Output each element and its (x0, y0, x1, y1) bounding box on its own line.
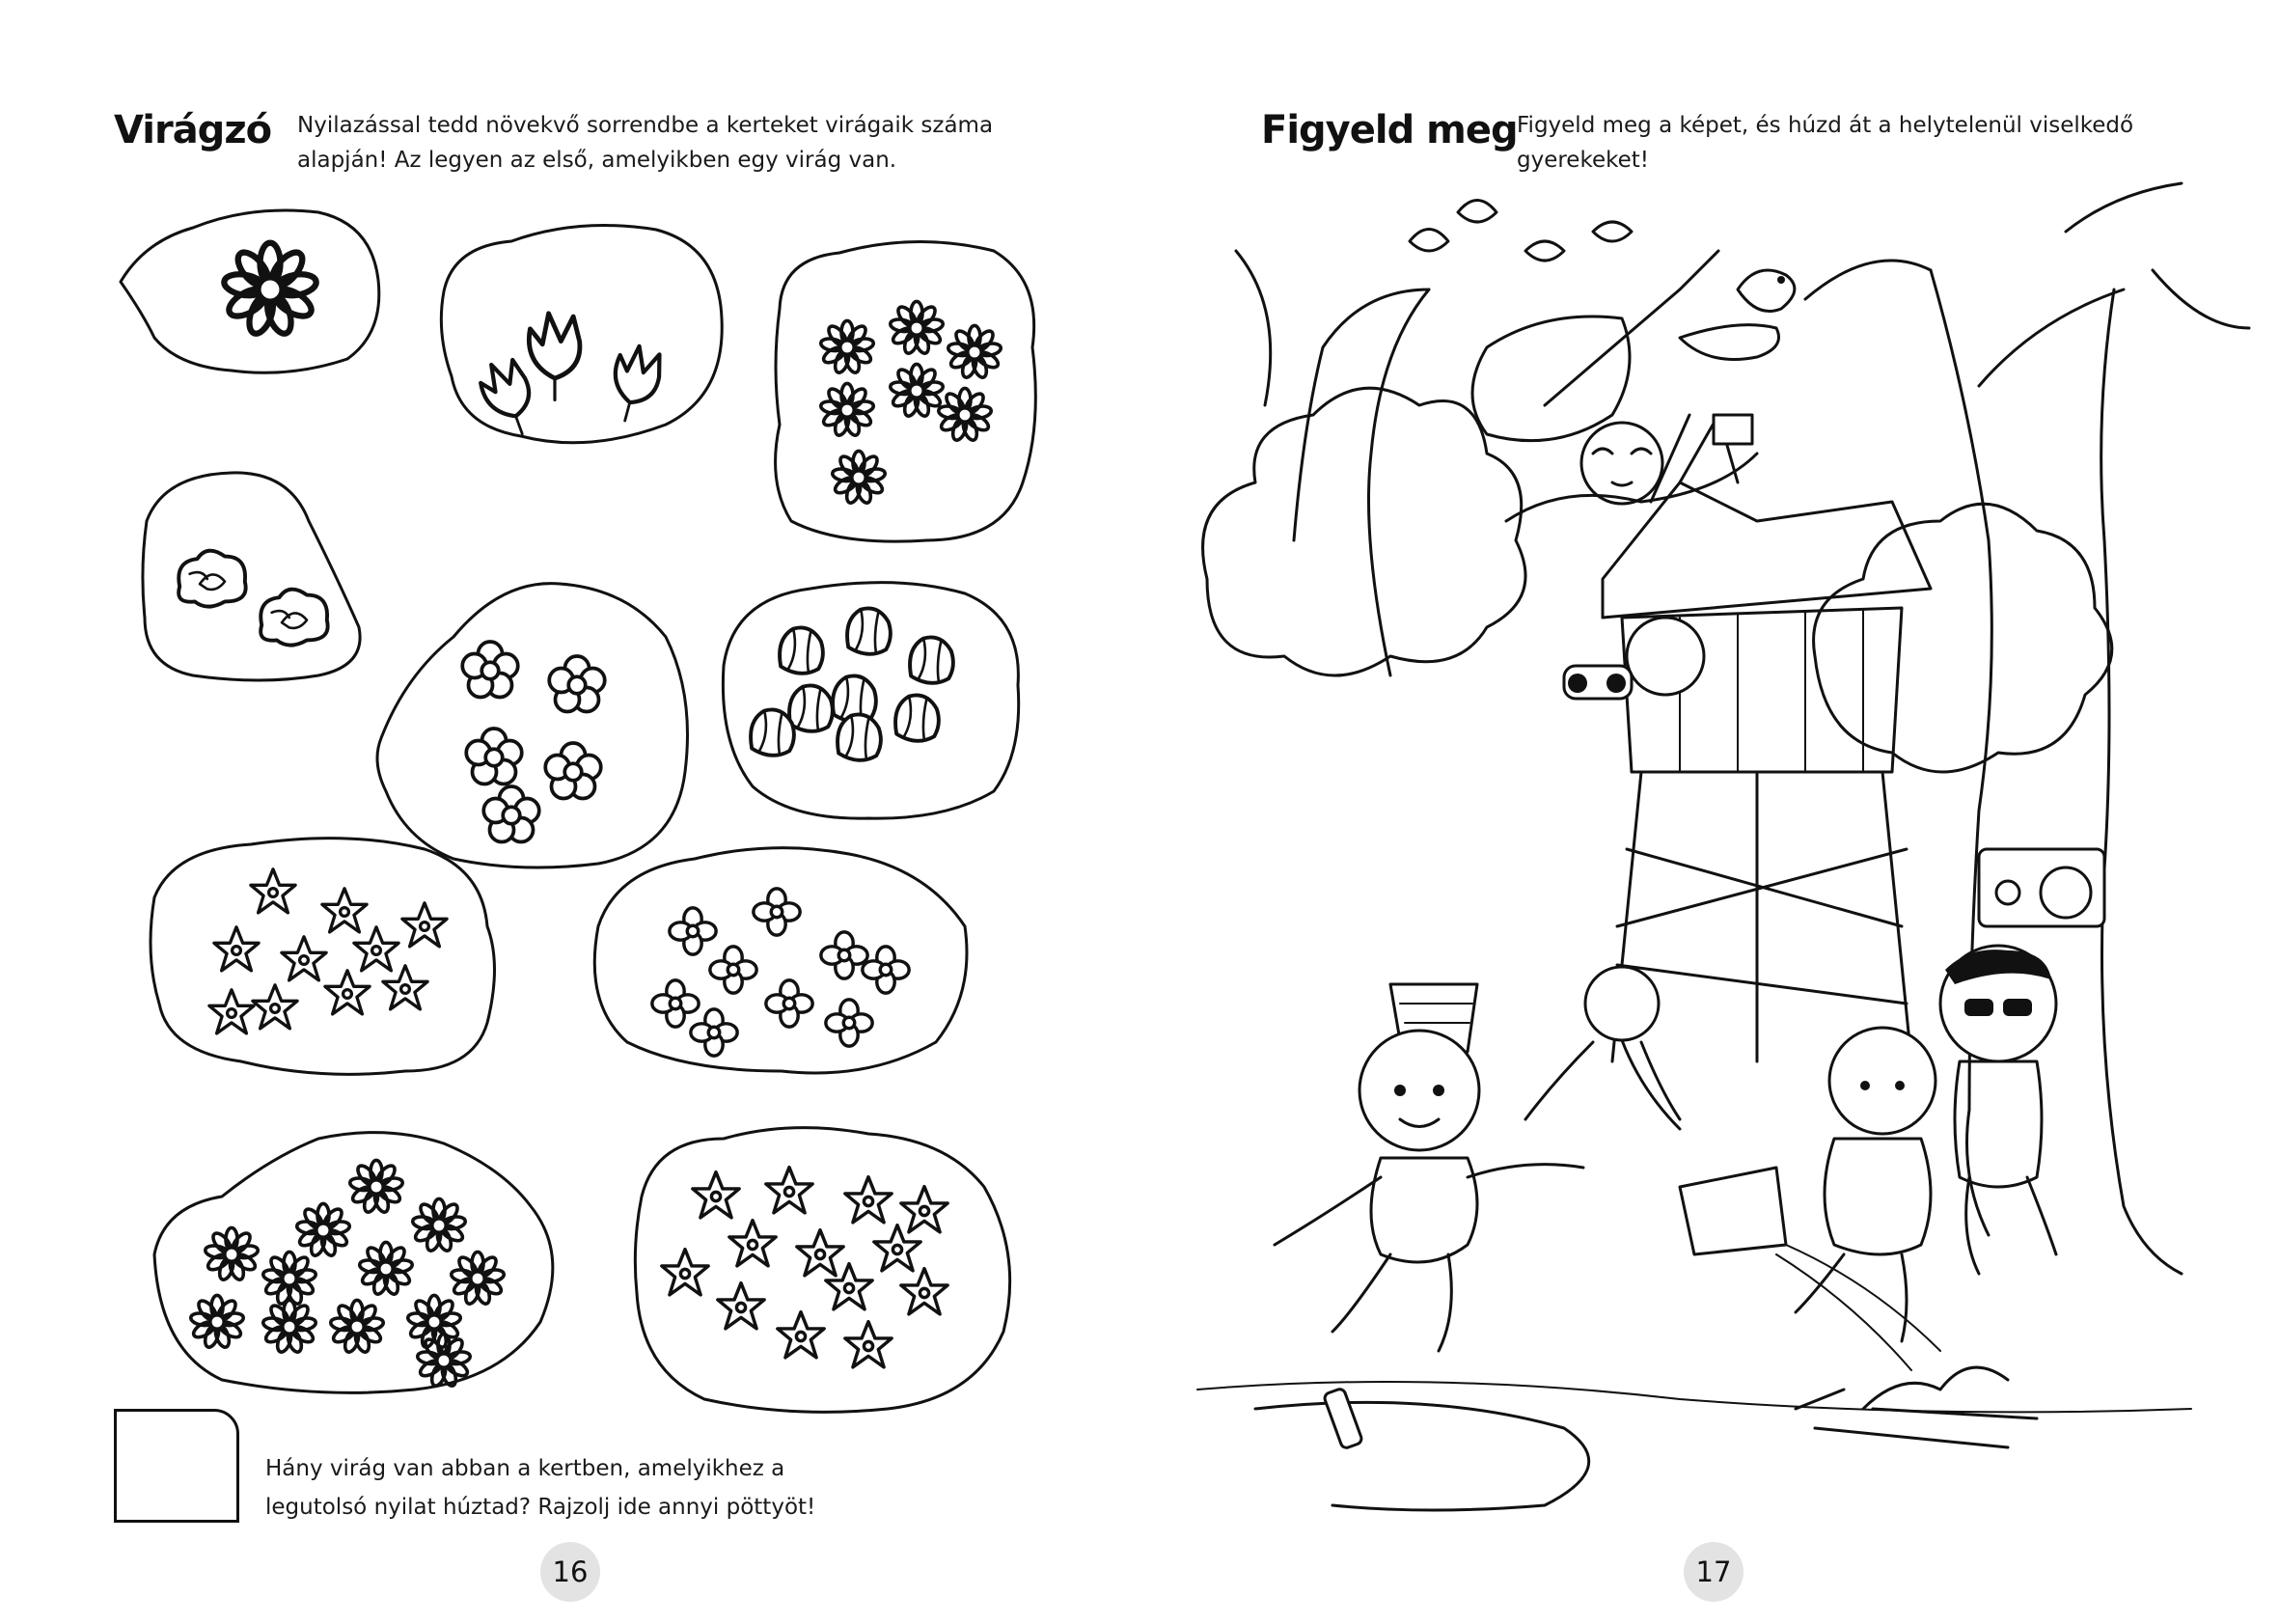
garden-8-flower (863, 947, 909, 993)
garden-8-flower (766, 980, 812, 1027)
canopy-right (1814, 504, 2112, 772)
garden-10-flower (729, 1221, 776, 1266)
garden-10-flower (797, 1230, 843, 1276)
garden-9-flower (349, 1160, 403, 1214)
garden-10-flower (766, 1168, 812, 1213)
garden-6-flower (837, 714, 881, 759)
garden-5-flower (462, 642, 518, 698)
garden-10-flower (874, 1225, 920, 1271)
garden-3-flower (947, 325, 1002, 379)
garden-6-flower (847, 608, 891, 653)
left-instruction-line-1: Nyilazással tedd növekvő sorrendbe a kerteket virágaik száma (297, 113, 994, 138)
garden-3-flower (938, 388, 992, 442)
garden-7-flower (322, 889, 367, 932)
garden-9-flower (296, 1203, 350, 1257)
watchtower (1603, 415, 1931, 1061)
garden-6-flower (751, 709, 794, 755)
garden-9-flower (330, 1300, 384, 1354)
garden-3-flower (890, 301, 944, 355)
garden-7-flower (325, 971, 370, 1014)
garden-10-flower (693, 1172, 739, 1218)
boy-with-boombox (1940, 849, 2104, 1274)
garden-7-flower (251, 869, 295, 913)
garden-9-bush (154, 1133, 553, 1393)
garden-7-flower (282, 937, 326, 980)
garden-2-flower (529, 314, 580, 400)
right-page (1140, 0, 2279, 1624)
left-tree-trunk (1236, 251, 1429, 675)
top-leaves (1410, 201, 1632, 261)
question-line-1: Hány virág van abban a kertben, amelyikhez a (265, 1456, 785, 1481)
garden-3-flower (820, 383, 874, 437)
garden-8-flower (821, 932, 867, 978)
left-instruction-line-2: alapján! Az legyen az első, amelyikben egy virág van. (297, 148, 897, 173)
garden-10-flower (778, 1312, 824, 1358)
garden-7-flower (402, 903, 447, 947)
garden-9-flower (262, 1252, 316, 1306)
garden-5-flower (466, 729, 522, 784)
garden-8-flower (652, 980, 699, 1027)
garden-9-flower (262, 1300, 316, 1354)
garden-4-flower (178, 551, 246, 607)
right-instruction-line-2: gyerekeket! (1517, 148, 1650, 173)
garden-9-flower (359, 1242, 413, 1296)
page-number-right: 17 (1684, 1542, 1744, 1602)
garden-10-flower (662, 1250, 708, 1295)
garden-8-flower (691, 1009, 737, 1056)
garden-7-flower (214, 927, 259, 971)
garden-4-bush (143, 473, 360, 680)
garden-2-flower (476, 355, 543, 441)
garden-10-flower (845, 1177, 892, 1223)
garden-6-flower (789, 685, 833, 730)
right-instruction-line-1: Figyeld meg a képet, és húzd át a helytelenül viselkedő (1517, 113, 2134, 138)
tree-branches (1805, 183, 2249, 386)
garden-9-flower (205, 1227, 259, 1281)
garden-8-flower (826, 1000, 872, 1046)
garden-8-flower (754, 889, 800, 935)
garden-6-flower (895, 695, 939, 740)
garden-9-flower (451, 1252, 505, 1306)
child-with-binoculars (1564, 618, 1704, 699)
page-number-left: 16 (540, 1542, 600, 1602)
garden-7-flower (354, 927, 398, 971)
garden-10-flower (845, 1322, 892, 1367)
garden-8-flower (710, 947, 756, 993)
garden-7-flower (383, 966, 427, 1009)
garden-6-flower (780, 627, 823, 673)
garden-5-flower (483, 786, 539, 842)
garden-3-flower (890, 364, 944, 418)
garden-8-bush (594, 848, 967, 1073)
left-page-title: Virágzó (114, 108, 272, 152)
running-boy (1275, 1031, 1583, 1351)
garden-8-flower (670, 908, 716, 954)
garden-5-flower (545, 743, 601, 799)
answer-dot-box[interactable] (114, 1409, 239, 1523)
bird-nest (1680, 270, 1795, 360)
garden-7-flower (253, 985, 297, 1029)
garden-2-bush (441, 226, 722, 443)
park-scene-illustration (1140, 0, 2279, 1624)
garden-9-flower (190, 1295, 244, 1349)
garden-3-flower (820, 320, 874, 374)
big-tree-trunk (1931, 270, 2182, 1274)
question-text (265, 1449, 815, 1527)
canopy-left (1203, 388, 1525, 675)
garden-4-flower (261, 590, 328, 646)
litter-and-pond (1255, 1388, 1589, 1510)
garden-9-flower (412, 1198, 466, 1252)
garden-10-flower (718, 1283, 764, 1329)
question-line-2: legutolsó nyilat húztad? Rajzolj ide annyi pöttyöt! (265, 1495, 816, 1520)
garden-7-flower (209, 990, 254, 1033)
garden-3-flower (832, 451, 886, 505)
garden-6-flower (910, 637, 953, 682)
right-page-title: Figyeld meg (1261, 108, 1518, 152)
garden-10-flower (901, 1269, 947, 1314)
garden-2-flower (603, 342, 666, 427)
garden-1-flower (223, 243, 318, 337)
garden-10-flower (901, 1187, 947, 1232)
garden-5-flower (549, 656, 605, 712)
boy-pouring-bucket (1680, 1028, 1940, 1370)
